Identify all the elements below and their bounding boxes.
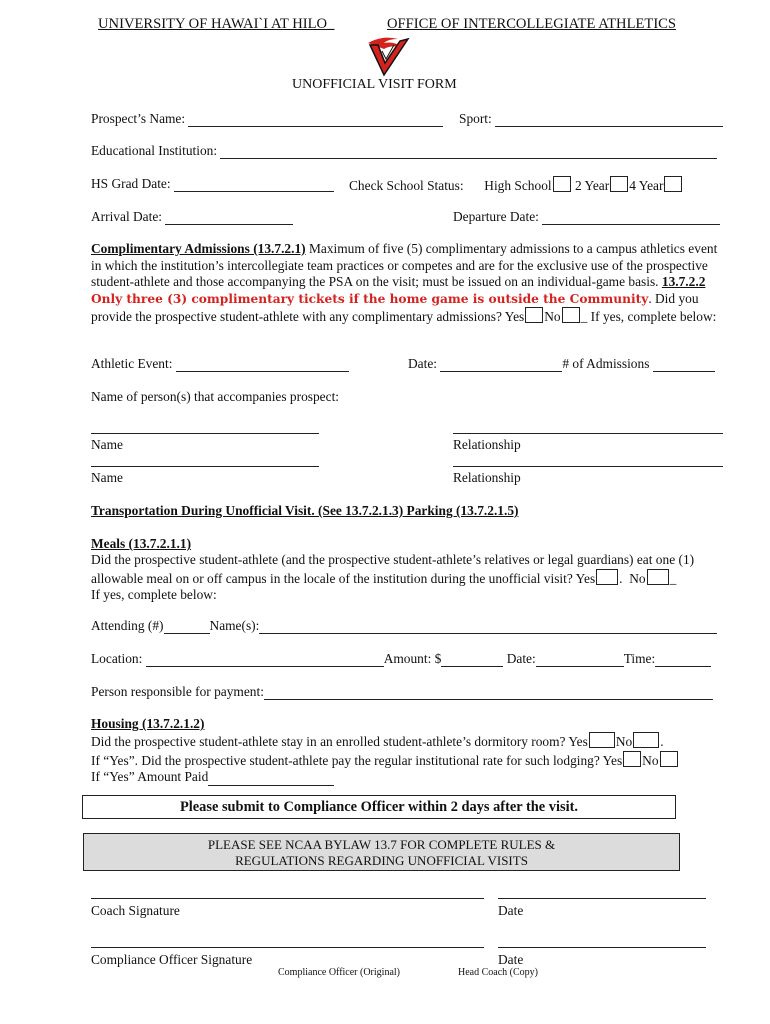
header-university: UNIVERSITY OF HAWAI`I AT HILO_ bbox=[98, 16, 335, 32]
meals-yes-checkbox[interactable] bbox=[596, 569, 618, 585]
companion-name-label: Name bbox=[91, 470, 123, 485]
attending-row: Attending (#) Name(s): bbox=[91, 618, 717, 634]
school-status-row: Check School Status: High School 2 Year 4 Year bbox=[349, 176, 683, 194]
attending-field[interactable] bbox=[164, 620, 210, 634]
housing-heading: Housing (13.7.2.1.2) bbox=[91, 716, 205, 731]
transportation-heading: Transportation During Unofficial Visit. (See 13.7.2.1.3) Parking (13.7.2.1.5) bbox=[91, 503, 519, 518]
sport-row: Sport: bbox=[459, 111, 723, 127]
coach-date-label: Date bbox=[498, 903, 524, 918]
copy-coach-label: Head Coach (Copy) bbox=[458, 967, 538, 978]
rate-no-checkbox[interactable] bbox=[660, 751, 678, 767]
comp-yes-checkbox[interactable] bbox=[525, 307, 543, 323]
form-title: UNOFFICIAL VISIT FORM bbox=[292, 77, 457, 92]
prospect-name-field[interactable] bbox=[188, 113, 443, 127]
meal-time-field[interactable] bbox=[655, 653, 711, 667]
sport-field[interactable] bbox=[495, 113, 723, 127]
prospect-name-row: Prospect’s Name: bbox=[91, 111, 443, 127]
departure-row: Departure Date: bbox=[453, 209, 720, 225]
meal-date-field[interactable] bbox=[536, 653, 624, 667]
arrival-row: Arrival Date: bbox=[91, 209, 293, 225]
institution-field[interactable] bbox=[220, 145, 717, 159]
companion-relationship-label: Relationship bbox=[453, 470, 521, 485]
header-office: OFFICE OF INTERCOLLEGIATE ATHLETICS bbox=[387, 16, 677, 32]
event-date-field[interactable] bbox=[440, 358, 562, 372]
coach-date-line[interactable] bbox=[498, 898, 706, 899]
companion-1-name-line[interactable] bbox=[91, 433, 319, 434]
companion-2-name-line[interactable] bbox=[91, 466, 319, 467]
meal-location-row: Location: Amount: $ Date: Time: bbox=[91, 651, 711, 667]
comp-no-checkbox[interactable] bbox=[562, 307, 580, 323]
payment-responsible-field[interactable] bbox=[264, 686, 713, 700]
payment-row: Person responsible for payment: bbox=[91, 684, 713, 700]
coach-signature-label: Coach Signature bbox=[91, 903, 180, 918]
two-year-checkbox[interactable] bbox=[610, 176, 628, 192]
meals-heading: Meals (13.7.2.1.1) bbox=[91, 536, 192, 551]
housing-paragraph: Did the prospective student-athlete stay in an enrolled student-athlete’s dormitory room? Yes No . If “Yes”. Did the prospective student-athlete pay the regular institutional rate for such lodging? Yes No If “Yes” Amount Paid bbox=[91, 732, 741, 786]
rate-yes-checkbox[interactable] bbox=[623, 751, 641, 767]
high-school-checkbox[interactable] bbox=[553, 176, 571, 192]
departure-field[interactable] bbox=[542, 211, 720, 225]
athletic-event-row: Athletic Event: bbox=[91, 356, 349, 372]
ncaa-bylaw-notice: PLEASE SEE NCAA BYLAW 13.7 FOR COMPLETE RULES & REGULATIONS REGARDING UNOFFICIAL VISITS bbox=[83, 833, 680, 871]
companion-name-label: Name bbox=[91, 437, 123, 452]
meals-no-checkbox[interactable] bbox=[647, 569, 669, 585]
admissions-count-field[interactable] bbox=[653, 358, 715, 372]
housing-yes-checkbox[interactable] bbox=[589, 732, 615, 748]
arrival-field[interactable] bbox=[165, 211, 293, 225]
event-date-row: Date: # of Admissions bbox=[408, 356, 715, 372]
hs-grad-row: HS Grad Date: bbox=[91, 176, 334, 192]
submit-notice: Please submit to Compliance Officer within 2 days after the visit. bbox=[82, 795, 676, 819]
compliance-date-line[interactable] bbox=[498, 947, 706, 948]
amount-paid-field[interactable] bbox=[208, 772, 334, 786]
meal-names-field[interactable] bbox=[259, 620, 717, 634]
companion-2-relationship-line[interactable] bbox=[453, 466, 723, 467]
compliance-signature-label: Compliance Officer Signature bbox=[91, 952, 253, 967]
housing-no-checkbox[interactable] bbox=[633, 732, 659, 748]
four-year-checkbox[interactable] bbox=[664, 176, 682, 192]
accompany-label: Name of person(s) that accompanies prospect: bbox=[91, 389, 340, 404]
hs-grad-field[interactable] bbox=[174, 178, 334, 192]
athletic-event-field[interactable] bbox=[176, 358, 349, 372]
vulcan-v-logo-icon bbox=[354, 33, 414, 78]
meals-paragraph: Did the prospective student-athlete (and the prospective student-athlete’s relatives or legal guardians) eat one (1) allowable meal on or off campus in the locale of the institution during the unofficial visit? Yes . No _ If yes, complete below: bbox=[91, 552, 695, 602]
coach-signature-line[interactable] bbox=[91, 898, 484, 899]
copy-original-label: Compliance Officer (Original) bbox=[278, 967, 400, 978]
compliance-signature-line[interactable] bbox=[91, 947, 484, 948]
meal-location-field[interactable] bbox=[146, 653, 384, 667]
institution-row: Educational Institution: bbox=[91, 143, 717, 159]
compliance-date-label: Date bbox=[498, 952, 524, 967]
complimentary-paragraph: Complimentary Admissions (13.7.2.1) Maximum of five (5) complimentary admissions to a campus athletics event in which the institution’s intercollegiate team practices or competes and are for the exclusive use of the prospective student-athlete and those accompanying the PSA on the visit; must be issued on an individual-game basis. 13.7.2.2 Only three (3) complimentary tickets if the home game is outside the Community. Did you provide the prospective student-athlete with any complimentary admissions? Yes No _ If yes, complete below: bbox=[91, 241, 718, 324]
companion-1-relationship-line[interactable] bbox=[453, 433, 723, 434]
meal-amount-field[interactable] bbox=[441, 653, 503, 667]
companion-relationship-label: Relationship bbox=[453, 437, 521, 452]
